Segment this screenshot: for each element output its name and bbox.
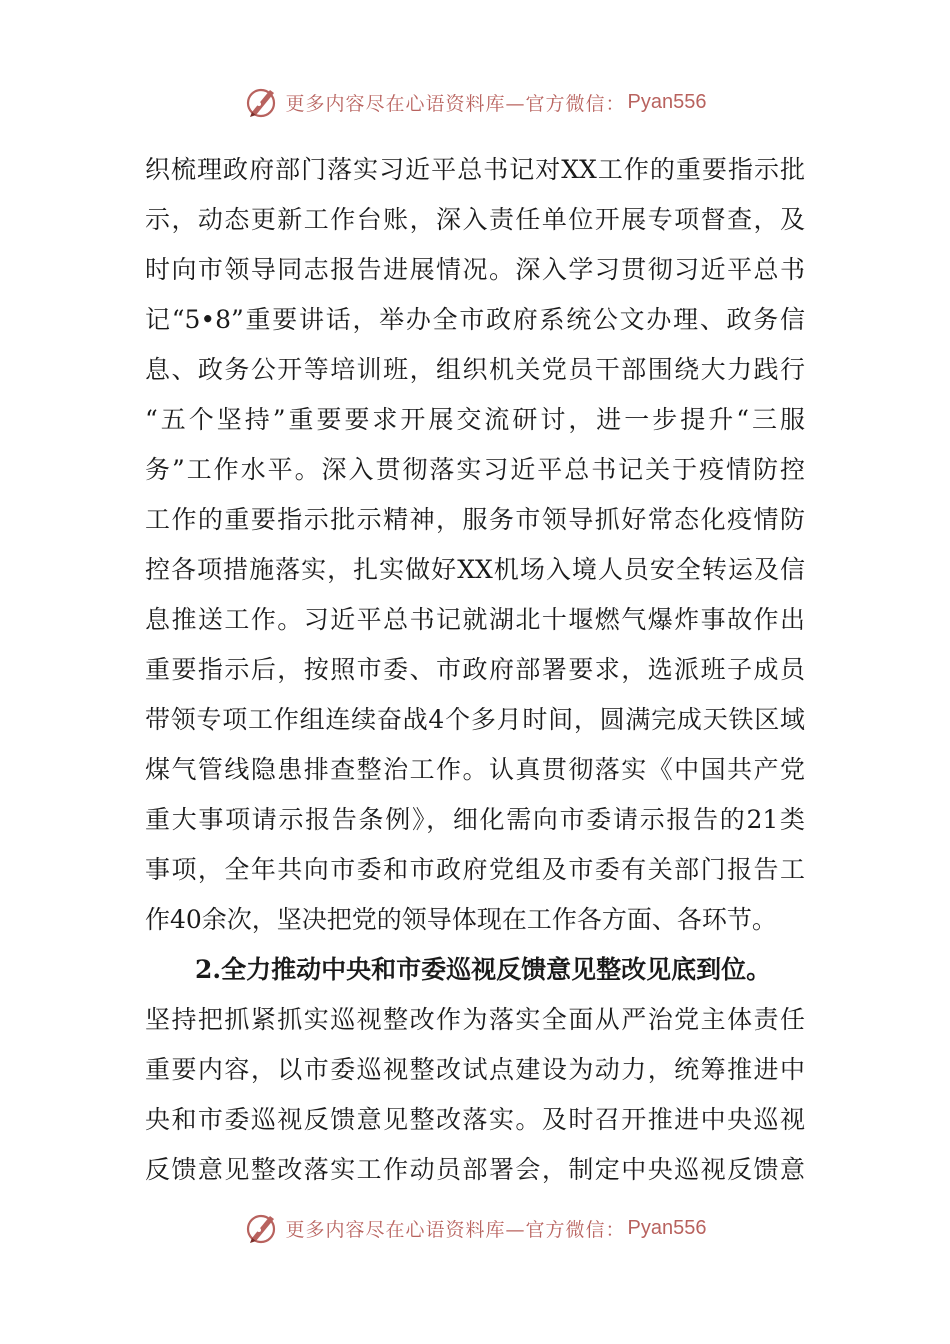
body-line: 央和市委巡视反馈意见整改落实。及时召开推进中央巡视: [145, 1105, 805, 1134]
body-line: 煤气管线隐患排查整治工作。认真贯彻落实《中国共产党: [145, 755, 805, 784]
body-line: 示，动态更新工作台账，深入责任单位开展专项督查，及: [145, 205, 805, 234]
body-line: 息、政务公开等培训班，组织机关党员干部围绕大力践行: [145, 355, 805, 384]
body-line: 重要指示后，按照市委、市政府部署要求，选派班子成员: [145, 655, 805, 684]
pen-logo-icon: [244, 1210, 280, 1246]
body-line: 控各项措施落实，扎实做好XX机场入境人员安全转运及信: [145, 555, 805, 584]
body-line: 作40余次，坚决把党的领导体现在工作各方面、各环节。: [145, 905, 777, 934]
body-line: 反馈意见整改落实工作动员部署会，制定中央巡视反馈意: [145, 1155, 805, 1184]
watermark-wechat-id: Pyan556: [627, 1216, 707, 1239]
watermark-wechat-id: Pyan556: [627, 90, 707, 113]
watermark-text: 更多内容尽在心语资料库—官方微信：: [285, 92, 626, 115]
watermark-footer: [0, 1208, 950, 1248]
body-line: “五个坚持”重要要求开展交流研讨，进一步提升“三服: [145, 405, 805, 434]
body-line: 坚持把抓紧抓实巡视整改作为落实全面从严治党主体责任: [145, 1005, 805, 1034]
section-heading: 2.全力推动中央和市委巡视反馈意见整改见底到位。: [195, 955, 772, 984]
body-line: 织梳理政府部门落实习近平总书记对XX工作的重要指示批: [145, 155, 805, 184]
body-line: 工作的重要指示批示精神，服务市领导抓好常态化疫情防: [145, 505, 805, 534]
body-line: 重大事项请示报告条例》，细化需向市委请示报告的21类: [145, 805, 805, 834]
body-line: 息推送工作。习近平总书记就湖北十堰燃气爆炸事故作出: [145, 605, 805, 634]
body-line: 带领专项工作组连续奋战4个多月时间，圆满完成天铁区域: [145, 705, 805, 734]
body-line: 务”工作水平。深入贯彻落实习近平总书记关于疫情防控: [145, 455, 805, 484]
pen-logo-icon: [244, 84, 280, 120]
watermark-header: [0, 82, 950, 122]
body-line: 重要内容，以市委巡视整改试点建设为动力，统筹推进中: [145, 1055, 805, 1084]
body-line: 记“5•8”重要讲话，举办全市政府系统公文办理、政务信: [145, 305, 805, 334]
document-body: [145, 145, 805, 1195]
body-line: 事项，全年共向市委和市政府党组及市委有关部门报告工: [145, 855, 805, 884]
body-line: 时向市领导同志报告进展情况。深入学习贯彻习近平总书: [145, 255, 805, 284]
watermark-text: 更多内容尽在心语资料库—官方微信：: [285, 1218, 626, 1241]
